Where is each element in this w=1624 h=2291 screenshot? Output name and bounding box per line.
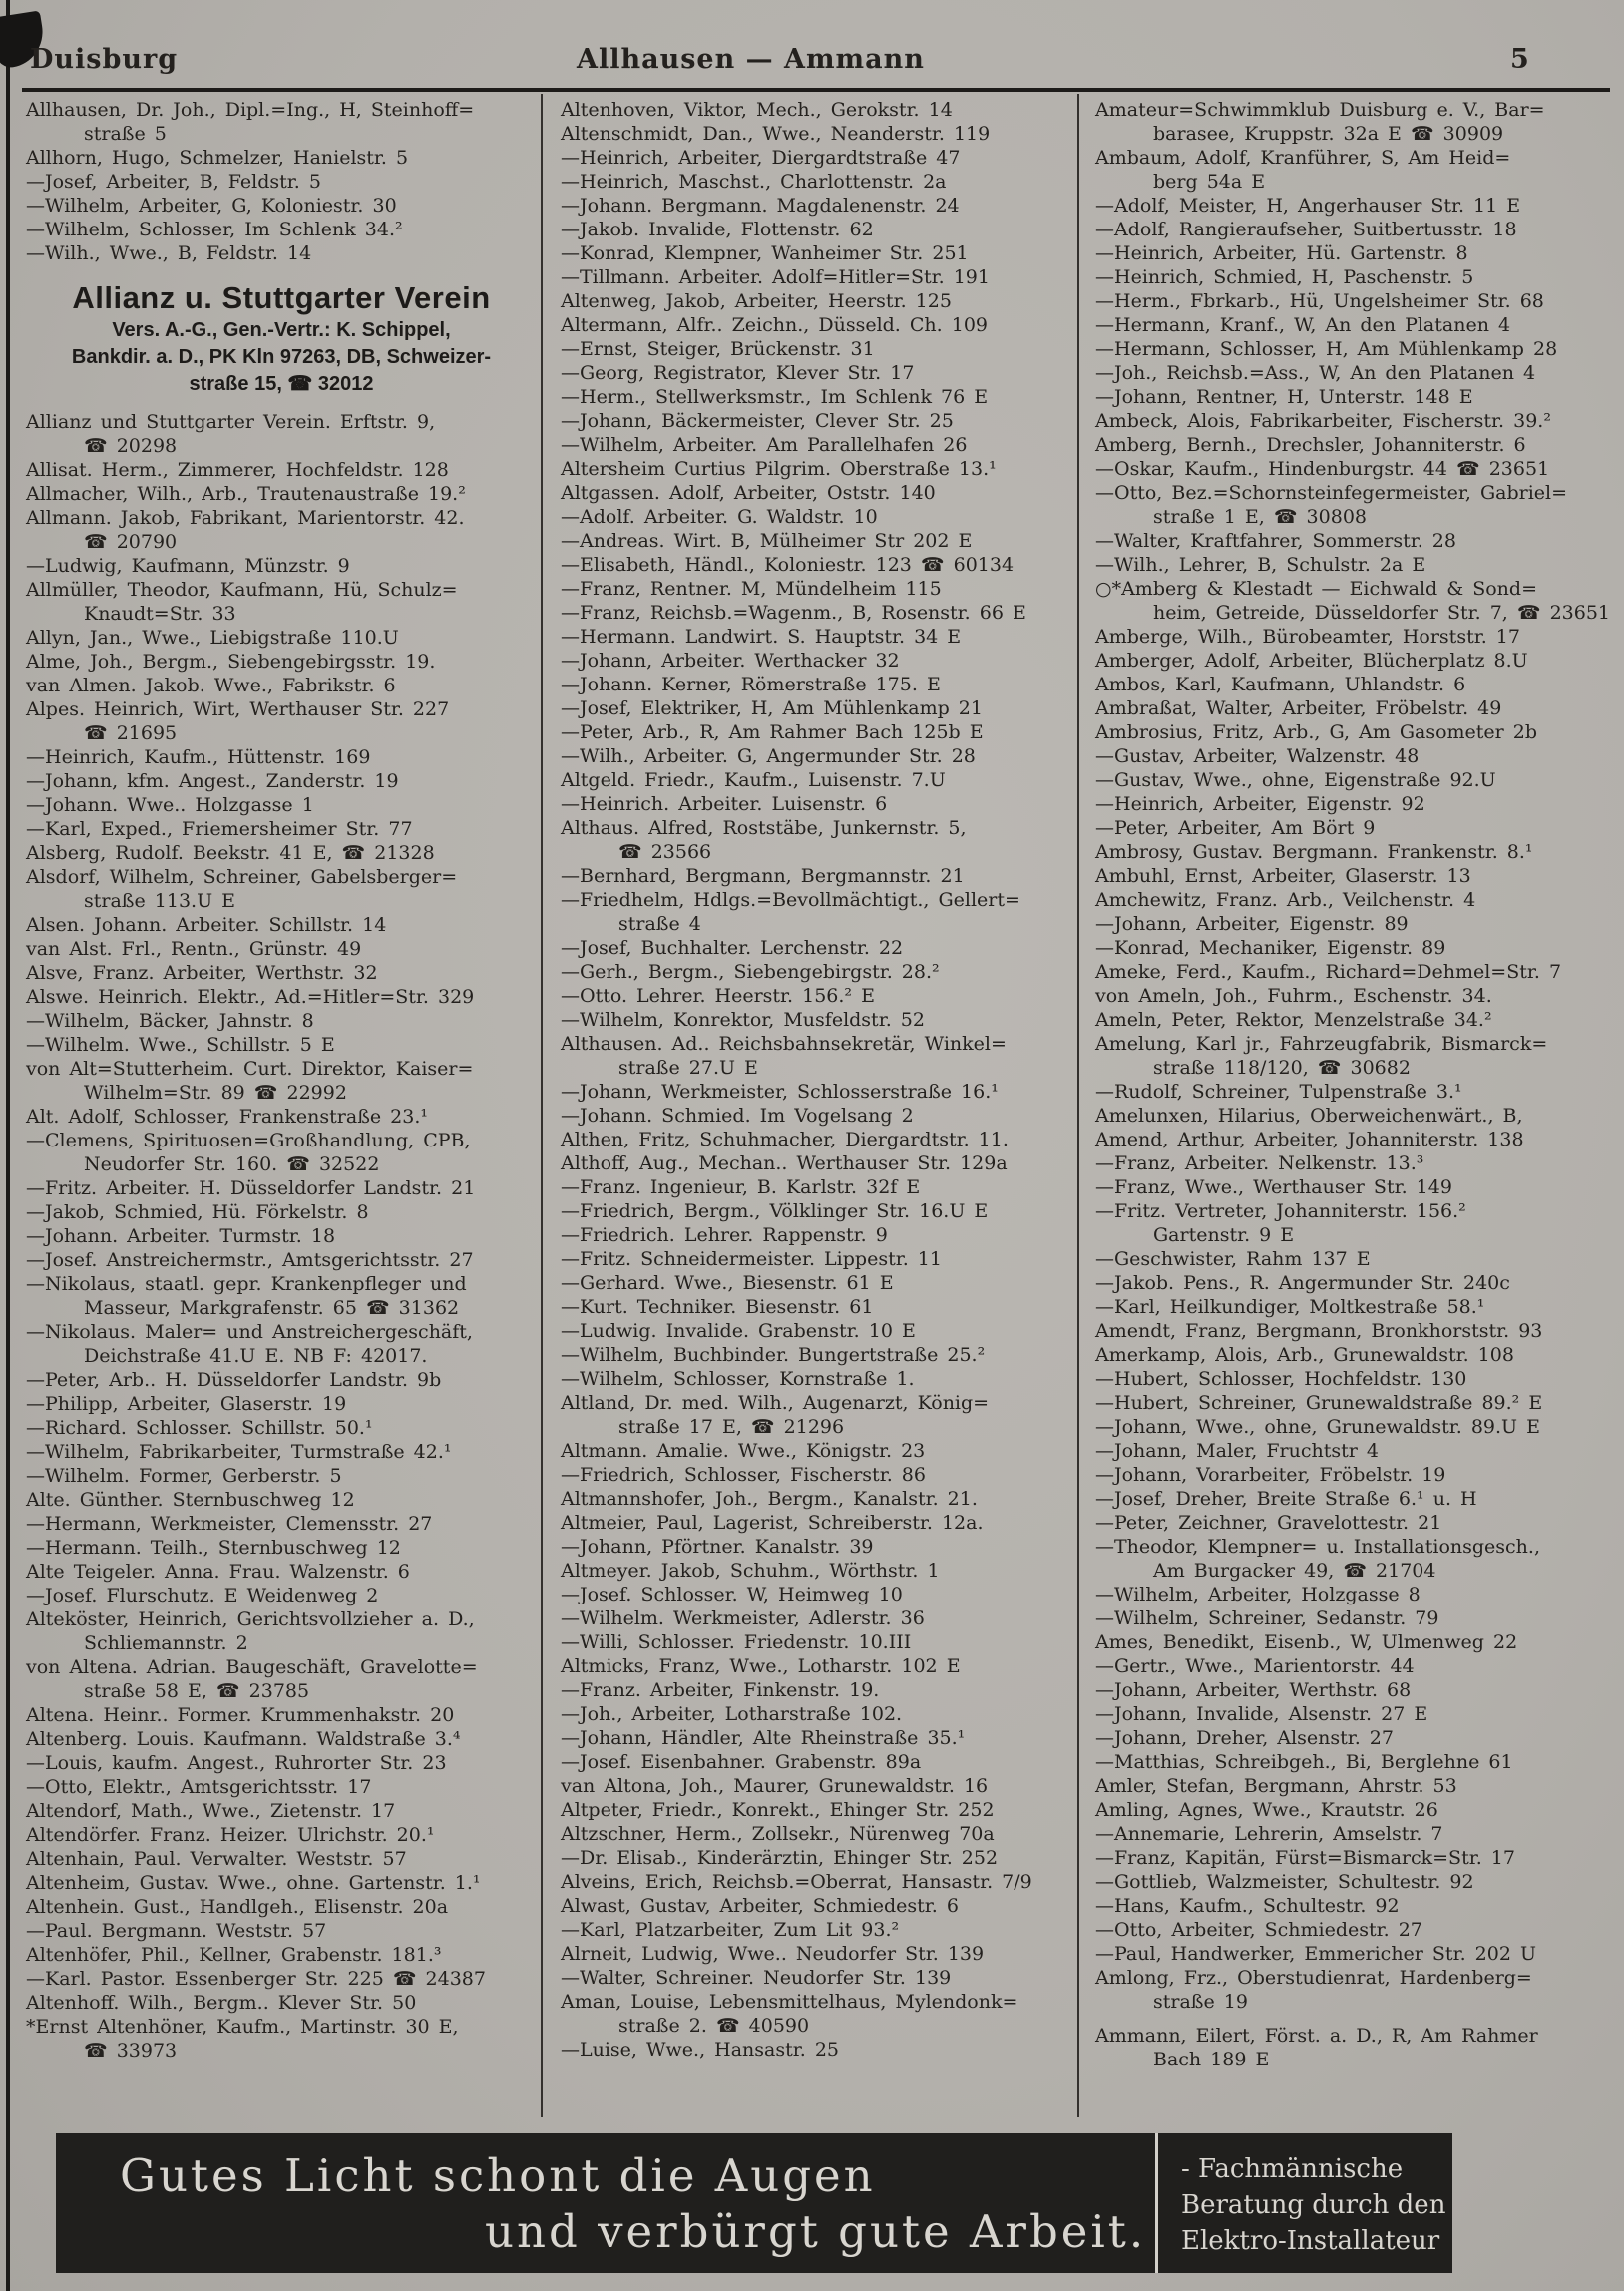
entry-line: —Andreas. Wirt. B, Mülheimer Str 202 E [561,530,973,552]
header-city: Duisburg [30,44,179,75]
banner-right-line: Beratung durch den [1181,2190,1446,2220]
entry-line: —Adolf, Meister, H, Angerhauser Str. 11 E [1095,195,1521,217]
entry-line: —Walter, Kraftfahrer, Sommerstr. 28 [1095,530,1456,552]
entry-continuation-line: Neudorfer Str. 160. ☎ 32522 [84,1153,380,1175]
entry-continuation-line: straße 27.U E [618,1057,758,1079]
entry-line: Ambrosius, Fritz, Arb., G, Am Gasometer 2b [1095,721,1538,743]
entry-line: Alte. Günther. Sternbuschweg 12 [26,1489,355,1511]
entry-line: —Clemens, Spirituosen=Großhandlung, CPB, [26,1130,471,1151]
entry-line: —Friedrich, Schlosser, Fischerstr. 86 [561,1464,926,1486]
entry-line: Allianz und Stuttgarter Verein. Erftstr. 9, [26,411,436,433]
header-alpha-range: Allhausen — Ammann [577,44,925,75]
entry-line: —Rudolf, Schreiner, Tulpenstraße 3.¹ [1095,1081,1462,1103]
entry-line: Ambrosy, Gustav. Bergmann. Frankenstr. 8.¹ [1095,841,1533,863]
entry-line: Althausen. Ad.. Reichsbahnsekretär, Winkel= [561,1033,1007,1055]
entry-line: —Johann. Wwe.. Holzgasse 1 [26,794,314,816]
entry-continuation-line: ☎ 33973 [84,2040,178,2062]
entry-line: Alsdorf, Wilhelm, Schreiner, Gabelsberger= [26,866,458,888]
entry-line: —Hermann, Kranf., W, An den Platanen 4 [1095,314,1511,336]
entry-line: —Luise, Wwe., Hansastr. 25 [561,2039,840,2061]
entry-line: —Matthias, Schreibgeh., Bi, Berglehne 61 [1095,1751,1513,1773]
entry-line: —Johann, Invalide, Alsenstr. 27 E [1095,1703,1428,1725]
entry-line: *Ernst Altenhöner, Kaufm., Martinstr. 30 E, [26,2016,459,2038]
entry-line: —Adolf, Rangieraufseher, Suitbertusstr. 18 [1095,219,1517,240]
entry-line: —Wilhelm, Schreiner, Sedanstr. 79 [1095,1607,1439,1629]
entry-continuation-line: Knaudt=Str. 33 [84,603,236,625]
entry-continuation-line: Am Burgacker 49, ☎ 21704 [1153,1560,1436,1582]
entry-line: —Geschwister, Rahm 137 E [1095,1248,1371,1270]
entry-continuation-line: ☎ 20790 [84,531,178,553]
banner-slogan-line1: Gutes Licht schont die Augen [120,2149,876,2202]
entry-line: Alme, Joh., Bergm., Siebengebirgsstr. 19. [26,651,436,673]
entry-line: —Peter, Arb.. H. Düsseldorfer Landstr. 9b [26,1369,442,1391]
banner-right-line: - Fachmännische [1181,2154,1404,2184]
entries-block [26,410,537,2062]
entry-line: —Johann. Arbeiter. Turmstr. 18 [26,1225,336,1247]
entry-line: —Josef, Buchhalter. Lerchenstr. 22 [561,937,904,959]
entry-line: Altena. Heinr.. Former. Krummenhakstr. 20 [26,1704,455,1726]
entry-continuation-line: Gartenstr. 9 E [1153,1224,1295,1246]
entry-line: Altpeter, Friedr., Konrekt., Ehinger Str. 252 [561,1799,995,1821]
column-divider-1 [541,94,543,2117]
entry-line: ○*Amberg & Klestadt — Eichwald & Sond= [1095,578,1537,600]
entry-line: Ambraßat, Walter, Arbeiter, Fröbelstr. 49 [1095,697,1502,719]
page-left-edge [6,0,10,2291]
entry-line: —Annemarie, Lehrerin, Amselstr. 7 [1095,1823,1443,1845]
entry-line: —Joh., Reichsb.=Ass., W, An den Platanen 4 [1095,362,1536,384]
entry-line: Altgassen. Adolf, Arbeiter, Oststr. 140 [561,482,936,504]
entry-line: —Karl, Exped., Friemersheimer Str. 77 [26,818,413,840]
entry-line: —Wilhelm. Wwe., Schillstr. 5 E [26,1034,335,1056]
entry-line: Altenweg, Jakob, Arbeiter, Heerstr. 125 [561,290,952,312]
entry-line: Ames, Benedikt, Eisenb., W, Ulmenweg 22 [1095,1631,1518,1653]
entry-line: Allmüller, Theodor, Kaufmann, Hü, Schulz= [26,579,458,601]
entry-line: Allyn, Jan., Wwe., Liebigstraße 110.U [26,627,399,649]
entry-continuation-line: berg 54a E [1153,171,1266,193]
entry-line: Altmicks, Franz, Wwe., Lotharstr. 102 E [561,1655,961,1677]
entry-line: —Elisabeth, Händl., Koloniestr. 123 ☎ 60134 [561,554,1015,576]
entry-line: —Peter, Zeichner, Gravelottestr. 21 [1095,1512,1442,1534]
directory-column-2 [561,98,1073,2062]
entry-line: —Ludwig. Invalide. Grabenstr. 10 E [561,1320,916,1342]
entry-line: Amelunxen, Hilarius, Oberweichenwärt., B, [1095,1105,1523,1127]
entry-line: —Wilhelm, Bäcker, Jahnstr. 8 [26,1010,314,1032]
entry-line: —Johann, Werkmeister, Schlosserstraße 16.¹ [561,1081,999,1103]
entry-continuation-line: straße 118/120, ☎ 30682 [1153,1057,1411,1079]
entry-line: —Gustav, Wwe., ohne, Eigenstraße 92.U [1095,769,1496,791]
entry-line: —Konrad, Klempner, Wanheimer Str. 251 [561,242,969,264]
entry-line: Altenhain, Paul. Verwalter. Weststr. 57 [26,1848,407,1870]
entry-line: —Franz, Reichsb.=Wagenm., B, Rosenstr. 66 E [561,602,1026,624]
entry-line: Altenhoff. Wilh., Bergm.. Klever Str. 50 [26,1992,417,2014]
entry-line: Amendt, Franz, Bergmann, Bronkhorststr. 93 [1095,1320,1543,1342]
entry-line: —Joh., Arbeiter, Lotharstraße 102. [561,1703,903,1725]
entries-block [561,98,1073,2062]
entry-line: Altgeld. Friedr., Kaufm., Luisenstr. 7.U [561,769,946,791]
entry-line: —Josef, Arbeiter, B, Feldstr. 5 [26,171,321,193]
entry-line: —Paul, Handwerker, Emmericher Str. 202 U [1095,1943,1536,1965]
entry-line: Althen, Fritz, Schuhmacher, Diergardtstr. 11. [561,1129,1009,1150]
entry-line: Alsberg, Rudolf. Beekstr. 41 E, ☎ 21328 [26,842,435,864]
entry-line: Altersheim Curtius Pilgrim. Oberstraße 13.¹ [561,458,997,480]
entry-line: Amateur=Schwimmklub Duisburg e. V., Bar= [1095,99,1545,121]
entry-line: —Otto. Lehrer. Heerstr. 156.² E [561,985,875,1007]
entry-continuation-line: straße 17 E, ☎ 21296 [618,1416,845,1438]
entry-line: Allhausen, Dr. Joh., Dipl.=Ing., H, Steinhoff= [26,99,475,121]
entry-line: —Wilhelm, Buchbinder. Bungertstraße 25.² [561,1344,986,1366]
entry-line: Allmacher, Wilh., Arb., Trautenaustraße 19.² [26,483,466,505]
entry-line: —Johann, Rentner, H, Unterstr. 148 E [1095,386,1473,408]
column-divider-2 [1077,94,1079,2117]
entry-line: —Heinrich, Schmied, H, Paschenstr. 5 [1095,266,1474,288]
allianz-ad-line: Vers. A.-G., Gen.-Vertr.: K. Schippel, [112,319,451,341]
entry-line: —Hubert, Schreiner, Grunewaldstraße 89.² E [1095,1392,1543,1414]
entry-line: —Johann, Arbeiter, Werthstr. 68 [1095,1679,1412,1701]
entry-line: —Johann, Vorarbeiter, Fröbelstr. 19 [1095,1464,1446,1486]
entry-line: —Ernst, Steiger, Brückenstr. 31 [561,338,875,360]
entry-line: —Franz, Kapitän, Fürst=Bismarck=Str. 17 [1095,1847,1515,1869]
entry-line: Alswe. Heinrich. Elektr., Ad.=Hitler=Str. 329 [26,986,475,1008]
entry-continuation-line: ☎ 21695 [84,722,178,744]
entry-line: —Fritz. Schneidermeister. Lippestr. 11 [561,1248,942,1270]
entry-continuation-line: straße 1 E, ☎ 30808 [1153,506,1367,528]
entry-line: Amling, Agnes, Wwe., Krautstr. 26 [1095,1799,1438,1821]
entry-line: —Heinrich, Maschst., Charlottenstr. 2a [561,171,947,193]
entry-line: Altland, Dr. med. Wilh., Augenarzt, König= [561,1392,990,1414]
entry-line: —Bernhard, Bergmann, Bergmannstr. 21 [561,865,965,887]
entry-continuation-line: straße 4 [618,913,701,935]
entry-line: —Josef, Dreher, Breite Straße 6.¹ u. H [1095,1488,1477,1510]
entry-line: —Wilhelm, Arbeiter, Holzgasse 8 [1095,1584,1421,1605]
entry-line: Allisat. Herm., Zimmerer, Hochfeldstr. 128 [26,459,449,481]
entry-line: —Peter, Arb., R, Am Rahmer Bach 125b E [561,721,984,743]
entry-line: Ambos, Karl, Kaufmann, Uhlandstr. 6 [1095,674,1466,695]
entry-line: Altenschmidt, Dan., Wwe., Neanderstr. 119 [561,123,991,145]
entry-line: —Nikolaus. Maler= und Anstreichergeschäft, [26,1321,473,1343]
entry-line: —Nikolaus, staatl. gepr. Krankenpfleger und [26,1273,467,1295]
entry-line: Altmeier, Paul, Lagerist, Schreiberstr. 12a. [561,1512,984,1534]
entry-continuation-line: straße 58 E, ☎ 23785 [84,1680,310,1702]
banner-slogan-line2: und verbürgt gute Arbeit. [485,2205,1147,2258]
allianz-ad-line: straße 15, ☎ 32012 [189,373,374,395]
entry-line: —Wilh., Wwe., B, Feldstr. 14 [26,242,312,264]
entry-line: —Georg, Registrator, Klever Str. 17 [561,362,915,384]
entry-line: Alsen. Johann. Arbeiter. Schillstr. 14 [26,914,387,936]
entry-line: —Wilhelm, Fabrikarbeiter, Turmstraße 42.¹ [26,1441,452,1463]
entry-line: Amlong, Frz., Oberstudienrat, Hardenberg= [1095,1967,1532,1989]
entry-continuation-line: ☎ 20298 [84,435,178,457]
entry-continuation-line: straße 19 [1153,1991,1248,2013]
entry-line: —Johann, Bäckermeister, Clever Str. 25 [561,410,954,432]
directory-column-3 [1095,98,1620,2071]
entry-line: —Wilh., Lehrer, B, Schulstr. 2a E [1095,554,1426,576]
entry-line: —Franz, Wwe., Werthauser Str. 149 [1095,1176,1452,1198]
entry-continuation-line: heim, Getreide, Düsseldorfer Str. 7, ☎ 23651 [1153,602,1611,624]
entry-line: —Franz. Arbeiter, Finkenstr. 19. [561,1679,880,1701]
directory-column-1 [26,98,537,2062]
entry-line: van Altona, Joh., Maurer, Grunewaldstr. 16 [561,1775,989,1797]
entry-line: —Johann. Kerner, Römerstraße 175. E [561,674,941,695]
entry-line: —Fritz. Vertreter, Johanniterstr. 156.² [1095,1200,1466,1222]
entry-line: Althaus. Alfred, Roststäbe, Junkernstr. 5, [561,817,967,839]
bottom-ad-banner [56,2133,1452,2273]
entry-continuation-line: Wilhelm=Str. 89 ☎ 22992 [84,1082,347,1104]
entry-line: Ameke, Ferd., Kaufm., Richard=Dehmel=Str. 7 [1095,961,1562,983]
entry-line: —Johann, Dreher, Alsenstr. 27 [1095,1727,1394,1749]
entry-line: —Heinrich, Kaufm., Hüttenstr. 169 [26,746,371,768]
entry-line: —Walter, Schreiner. Neudorfer Str. 139 [561,1967,952,1989]
entry-line: Alsve, Franz. Arbeiter, Werthstr. 32 [26,962,378,984]
entry-line: —Johann. Bergmann. Magdalenenstr. 24 [561,195,960,217]
entry-line: —Jakob. Pens., R. Angermunder Str. 240c [1095,1272,1510,1294]
entry-line: —Josef, Elektriker, H, Am Mühlenkamp 21 [561,697,983,719]
entry-line: Amchewitz, Franz. Arb., Veilchenstr. 4 [1095,889,1476,911]
entry-line: —Wilhelm. Former, Gerberstr. 5 [26,1465,342,1487]
entry-line: —Josef. Anstreichermstr., Amtsgerichtsstr. 27 [26,1249,474,1271]
entry-line: —Franz. Ingenieur, B. Karlstr. 32f E [561,1176,921,1198]
entry-line: —Gertr., Wwe., Marientorstr. 44 [1095,1655,1415,1677]
entry-line: —Wilhelm, Arbeiter, G, Koloniestr. 30 [26,195,397,217]
entry-line: —Gustav, Arbeiter, Walzenstr. 48 [1095,745,1420,767]
entry-line: Altendorf, Math., Wwe., Zietenstr. 17 [26,1800,396,1822]
entry-line: Ambeck, Alois, Fabrikarbeiter, Fischerstr. 39.² [1095,410,1551,432]
entry-line: —Herm., Fbrkarb., Hü, Ungelsheimer Str. 68 [1095,290,1544,312]
entry-line: Ameln, Peter, Rektor, Menzelstraße 34.² [1095,1009,1492,1031]
entry-line: —Friedhelm, Hdlgs.=Bevollmächtigt., Gellert= [561,889,1020,911]
entry-line: Alpes. Heinrich, Wirt, Werthauser Str. 227 [26,698,450,720]
entry-continuation-line: Schliemannstr. 2 [84,1632,248,1654]
entry-line: —Tillmann. Arbeiter. Adolf=Hitler=Str. 191 [561,266,990,288]
entry-line: —Hermann. Teilh., Sternbuschweg 12 [26,1537,401,1559]
banner-right-text [1181,2151,1445,2259]
entry-line: Alrneit, Ludwig, Wwe.. Neudorfer Str. 139 [561,1943,985,1965]
entry-line: Allhorn, Hugo, Schmelzer, Hanielstr. 5 [26,147,409,169]
entry-line: —Wilhelm. Werkmeister, Adlerstr. 36 [561,1607,925,1629]
entry-line: —Friedrich, Bergm., Völklinger Str. 16.U E [561,1200,989,1222]
entry-line: —Hermann, Schlosser, H, Am Mühlenkamp 28 [1095,338,1558,360]
entry-line: Amerkamp, Alois, Arb., Grunewaldstr. 108 [1095,1344,1514,1366]
entry-line: Altenhein. Gust., Handlgeh., Elisenstr. 20a [26,1896,449,1918]
entry-line: —Oskar, Kaufm., Hindenburgstr. 44 ☎ 23651 [1095,458,1550,480]
entry-line: Aman, Louise, Lebensmittelhaus, Mylendonk= [561,1991,1018,2013]
allianz-ad [26,279,537,398]
entry-line: von Alt=Stutterheim. Curt. Direktor, Kaiser= [26,1058,474,1080]
allianz-ad-line: Bankdir. a. D., PK Kln 97263, DB, Schweizer- [71,346,492,368]
entry-line: —Heinrich. Arbeiter. Luisenstr. 6 [561,793,888,815]
entry-continuation-line: Masseur, Markgrafenstr. 65 ☎ 31362 [84,1297,460,1319]
entry-line: —Hubert, Schlosser, Hochfeldstr. 130 [1095,1368,1467,1390]
entry-continuation-line: straße 113.U E [84,890,235,912]
entry-line: —Josef. Eisenbahner. Grabenstr. 89a [561,1751,922,1773]
entry-line: Allmann. Jakob, Fabrikant, Marientorstr. 42. [26,507,465,529]
entry-continuation-line: barasee, Kruppstr. 32a E ☎ 30909 [1153,123,1504,145]
entry-line: Altenheim, Gustav. Wwe., ohne. Gartenstr. 1.¹ [26,1872,481,1894]
entry-line: —Johann, Arbeiter. Werthacker 32 [561,650,900,672]
entry-line: —Kurt. Techniker. Biesenstr. 61 [561,1296,874,1318]
header-rule [22,88,1610,92]
entry-continuation-line: Deichstraße 41.U E. NB F: 42017. [84,1345,428,1367]
entry-line: —Gerhard. Wwe., Biesenstr. 61 E [561,1272,894,1294]
entry-line: —Gerh., Bergm., Siebengebirgstr. 28.² [561,961,940,983]
entry-line: —Karl. Pastor. Essenberger Str. 225 ☎ 24387 [26,1968,486,1990]
entry-line: Altenhöfer, Phil., Kellner, Grabenstr. 181.³ [26,1944,442,1966]
entry-line: —Johann, Wwe., ohne, Grunewaldstr. 89.U E [1095,1416,1540,1438]
entry-line: Amberge, Wilh., Bürobeamter, Horststr. 17 [1095,626,1520,648]
entry-line: —Wilhelm, Arbeiter. Am Parallelhafen 26 [561,434,968,456]
entry-line: Alteköster, Heinrich, Gerichtsvollzieher a. D., [26,1608,475,1630]
entry-line: —Johann, Händler, Alte Rheinstraße 35.¹ [561,1727,966,1749]
entry-line: —Philipp, Arbeiter, Glaserstr. 19 [26,1393,347,1415]
entry-line: van Almen. Jakob. Wwe., Fabrikstr. 6 [26,675,396,696]
entry-line: Althoff, Aug., Mechan.. Werthauser Str. 129a [561,1152,1008,1174]
entry-line: —Peter, Arbeiter, Am Bört 9 [1095,817,1376,839]
entry-line: von Ameln, Joh., Fuhrm., Eschenstr. 34. [1095,985,1492,1007]
allianz-ad-title: Allianz u. Stuttgarter Verein [72,280,491,315]
entry-line: —Josef. Schlosser. W, Heimweg 10 [561,1584,903,1605]
entry-line: —Otto, Bez.=Schornsteinfegermeister, Gabriel= [1095,482,1568,504]
entry-line: —Johann, Maler, Fruchtstr 4 [1095,1440,1379,1462]
entry-line: —Otto, Arbeiter, Schmiedestr. 27 [1095,1919,1422,1941]
entry-continuation-line: ☎ 23566 [618,841,712,863]
entry-line: Amberg, Bernh., Drechsler, Johanniterstr. 6 [1095,434,1526,456]
entry-line: —Jakob, Schmied, Hü. Förkelstr. 8 [26,1201,369,1223]
entry-line: —Louis, kaufm. Angest., Ruhrorter Str. 23 [26,1752,447,1774]
entry-line: —Josef. Flurschutz. E Weidenweg 2 [26,1585,379,1606]
entry-line: —Friedrich. Lehrer. Rappenstr. 9 [561,1224,888,1246]
entry-line: —Wilhelm, Konrektor, Musfeldstr. 52 [561,1009,925,1031]
entry-line: —Johann, Arbeiter, Eigenstr. 89 [1095,913,1409,935]
entry-line: —Heinrich, Arbeiter, Eigenstr. 92 [1095,793,1425,815]
entry-line: Altmann. Amalie. Wwe., Königstr. 23 [561,1440,926,1462]
entry-line: Amelung, Karl jr., Fahrzeugfabrik, Bismarck= [1095,1033,1548,1055]
entry-line: —Heinrich, Arbeiter, Diergardtstraße 47 [561,147,961,169]
entry-line: —Willi, Schlosser. Friedenstr. 10.III [561,1631,912,1653]
entry-line: —Fritz. Arbeiter. H. Düsseldorfer Landstr. 21 [26,1177,476,1199]
entry-line: —Johann, kfm. Angest., Zanderstr. 19 [26,770,399,792]
entry-line: —Gottlieb, Walzmeister, Schultestr. 92 [1095,1871,1474,1893]
entry-line: Altermann, Alfr.. Zeichn., Düsseld. Ch. 109 [561,314,989,336]
entry-line: Altmeyer. Jakob, Schuhm., Wörthstr. 1 [561,1560,940,1582]
entry-line: —Dr. Elisab., Kinderärztin, Ehinger Str. 252 [561,1847,999,1869]
entry-line: —Wilhelm, Schlosser, Im Schlenk 34.² [26,219,403,240]
entry-line: Amend, Arthur, Arbeiter, Johanniterstr. 138 [1095,1129,1524,1150]
entry-line: —Hermann. Landwirt. S. Hauptstr. 34 E [561,626,962,648]
entry-line: Amberger, Adolf, Arbeiter, Blücherplatz 8.U [1095,650,1528,672]
entry-line: —Otto, Elektr., Amtsgerichtsstr. 17 [26,1776,372,1798]
entry-line: —Heinrich, Arbeiter, Hü. Gartenstr. 8 [1095,242,1468,264]
entry-line: Ammann, Eilert, Först. a. D., R, Am Rahmer [1095,2025,1538,2047]
entry-line: —Franz, Rentner. M, Mündelheim 115 [561,578,942,600]
entry-line: Alwast, Gustav, Arbeiter, Schmiedestr. 6 [561,1895,959,1917]
entry-line: —Johann. Schmied. Im Vogelsang 2 [561,1105,914,1127]
entry-line: von Altena. Adrian. Baugeschäft, Gravelotte= [26,1656,478,1678]
entry-line: —Herm., Stellwerksmstr., Im Schlenk 76 E [561,386,989,408]
entry-line: Altenberg. Louis. Kaufmann. Waldstraße 3.⁴ [26,1728,461,1750]
entry-line: —Hermann, Werkmeister, Clemensstr. 27 [26,1513,433,1535]
entry-line: —Jakob. Invalide, Flottenstr. 62 [561,219,874,240]
entry-line: Altmannshofer, Joh., Bergm., Kanalstr. 21. [561,1488,978,1510]
entry-line: Ambaum, Adolf, Kranführer, S, Am Heid= [1095,147,1511,169]
entry-line: —Hans, Kaufm., Schultestr. 92 [1095,1895,1400,1917]
entry-line: —Adolf. Arbeiter. G. Waldstr. 10 [561,506,878,528]
entry-line: —Ludwig, Kaufmann, Münzstr. 9 [26,555,350,577]
entry-line: Altenhoven, Viktor, Mech., Gerokstr. 14 [561,99,953,121]
entry-line: Alte Teigeler. Anna. Frau. Walzenstr. 6 [26,1561,410,1583]
entry-line: Ambuhl, Ernst, Arbeiter, Glaserstr. 13 [1095,865,1471,887]
entry-line: —Wilhelm, Schlosser, Kornstraße 1. [561,1368,915,1390]
entry-continuation-line: straße 2. ☎ 40590 [618,2015,810,2037]
entry-line: van Alst. Frl., Rentn., Grünstr. 49 [26,938,362,960]
entry-continuation-line: straße 5 [84,123,167,145]
entry-line: —Wilh., Arbeiter. G, Angermunder Str. 28 [561,745,976,767]
page-number: 5 [1510,44,1529,75]
entry-line: —Theodor, Klempner= u. Installationsgesch., [1095,1536,1540,1558]
entry-line: —Johann, Pförtner. Kanalstr. 39 [561,1536,874,1558]
entry-line: Alt. Adolf, Schlosser, Frankenstraße 23.¹ [26,1106,429,1128]
entries-block [1095,98,1620,2071]
entry-line: Altzschner, Herm., Zollsekr., Nürenweg 70a [561,1823,995,1845]
entry-line: —Konrad, Mechaniker, Eigenstr. 89 [1095,937,1446,959]
entry-line: —Paul. Bergmann. Weststr. 57 [26,1920,327,1942]
entry-line: —Karl, Platzarbeiter, Zum Lit 93.² [561,1919,900,1941]
entry-line: —Richard. Schlosser. Schillstr. 50.¹ [26,1417,373,1439]
entries-block [26,98,537,265]
entry-line: Altendörfer. Franz. Heizer. Ulrichstr. 20.¹ [26,1824,435,1846]
banner-divider [1155,2133,1158,2273]
entry-line: —Franz, Arbeiter. Nelkenstr. 13.³ [1095,1152,1424,1174]
entry-continuation-line: Bach 189 E [1153,2049,1270,2070]
entry-line: Alveins, Erich, Reichsb.=Oberrat, Hansastr. 7/9 [561,1871,1032,1893]
entry-line: Amler, Stefan, Bergmann, Ahrstr. 53 [1095,1775,1457,1797]
entry-line: —Karl, Heilkundiger, Moltkestraße 58.¹ [1095,1296,1485,1318]
banner-right-line: Elektro-Installateur [1181,2226,1440,2256]
